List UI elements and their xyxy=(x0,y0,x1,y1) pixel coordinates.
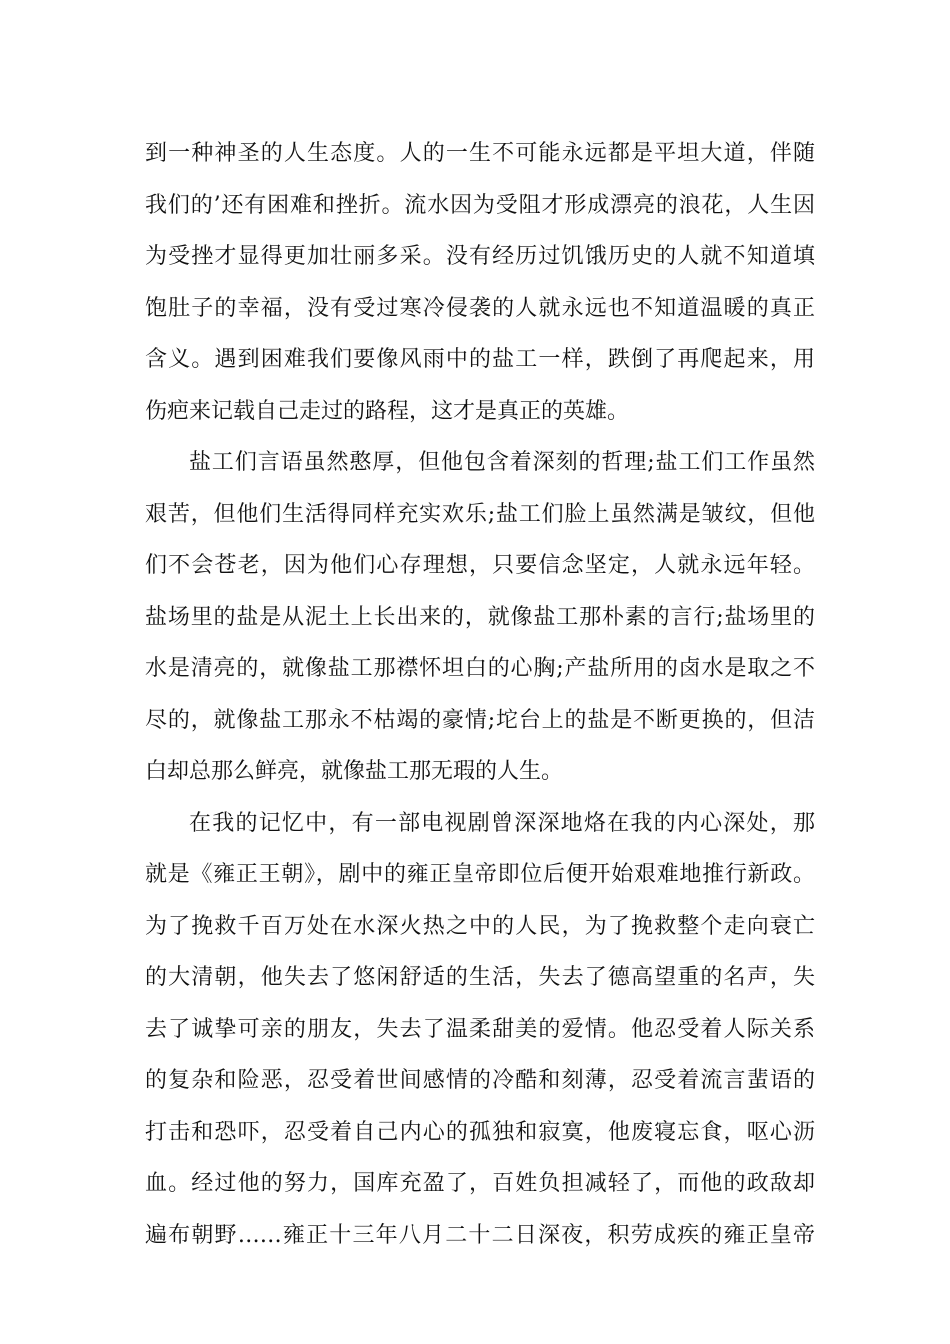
text-line: 伤疤来记载自己走过的路程，这才是真正的英雄。 xyxy=(145,398,630,424)
text-line: 艰苦，但他们生活得同样充实欢乐;盐工们脸上虽然满是皱纹，但他 xyxy=(145,501,815,527)
text-line: 的复杂和险恶，忍受着世间感情的冷酷和刻薄，忍受着流言蜚语的 xyxy=(145,1068,815,1093)
text-line: 为受挫才显得更加壮丽多采。没有经历过饥饿历史的人就不知道填 xyxy=(145,244,815,269)
text-line: 们不会苍老，因为他们心存理想，只要信念坚定，人就永远年轻。 xyxy=(145,553,815,578)
text-line: 到一种神圣的人生态度。人的一生不可能永远都是平坦大道，伴随 xyxy=(145,141,815,166)
text-line: 盐工们言语虽然憨厚，但他包含着深刻的哲理;盐工们工作虽然 xyxy=(189,450,815,475)
text-line: 血。经过他的努力，国库充盈了，百姓负担减轻了，而他的政敌却 xyxy=(145,1171,815,1196)
text-line: 我们的’还有困难和挫折。流水因为受阻才形成漂亮的浪花，人生因 xyxy=(145,192,815,218)
text-line: 在我的记忆中，有一部电视剧曾深深地烙在我的内心深处，那 xyxy=(189,810,815,836)
text-line: 含义。遇到困难我们要像风雨中的盐工一样，跌倒了再爬起来，用 xyxy=(145,347,815,372)
text-line: 尽的，就像盐工那永不枯竭的豪情;坨台上的盐是不断更换的，但洁 xyxy=(145,707,815,733)
text-line: 去了诚挚可亲的朋友，失去了温柔甜美的爱情。他忍受着人际关系 xyxy=(145,1016,815,1042)
text-line: 遍布朝野……雍正十三年八月二十二日深夜，积劳成疾的雍正皇帝 xyxy=(145,1222,815,1248)
text-line: 饱肚子的幸福，没有受过寒冷侵袭的人就永远也不知道温暖的真正 xyxy=(145,295,815,321)
text-line: 盐场里的盐是从泥土上长出来的，就像盐工那朴素的言行;盐场里的 xyxy=(145,604,815,630)
text-line: 白却总那么鲜亮，就像盐工那无瑕的人生。 xyxy=(145,759,564,784)
text-line: 打击和恐吓，忍受着自己内心的孤独和寂寞，他废寝忘食，呕心沥 xyxy=(145,1119,815,1145)
text-line: 水是清亮的，就像盐工那襟怀坦白的心胸;产盐所用的卤水是取之不 xyxy=(145,656,815,681)
body-text xyxy=(145,128,815,1261)
text-line: 就是《雍正王朝》，剧中的雍正皇帝即位后便开始艰难地推行新政。 xyxy=(145,862,815,887)
text-line: 的大清朝，他失去了悠闲舒适的生活，失去了德高望重的名声，失 xyxy=(145,965,815,990)
text-line: 为了挽救千百万处在水深火热之中的人民，为了挽救整个走向衰亡 xyxy=(145,913,815,939)
